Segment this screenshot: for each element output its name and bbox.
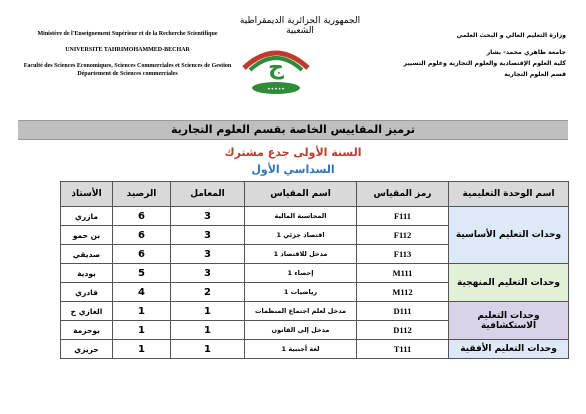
module-cell: اقتصاد جزئي 1	[245, 226, 357, 245]
university-logo-icon	[236, 32, 316, 104]
col-professor: الأستاذ	[61, 182, 113, 207]
col-unit-name: اسم الوحدة التعليمية	[449, 182, 569, 207]
svg-text:•••••: •••••	[267, 86, 285, 93]
table-row	[61, 340, 569, 359]
unit-name-cell: وحدات التعليم الاستكشافية	[449, 302, 569, 340]
svg-text:ج: ج	[268, 55, 284, 80]
year-title: السنة الأولى جدع مشترك	[224, 146, 362, 159]
coef-cell: 3	[171, 245, 245, 264]
col-coefficient: المعامل	[171, 182, 245, 207]
coef-cell: 1	[171, 340, 245, 359]
department-fr: Département de Sciences commerciales	[77, 71, 178, 77]
faculty-fr: Faculté des Sciences Economiques, Sciences Commerciales et Sciences de Gestion	[23, 63, 232, 69]
credit-cell: 6	[113, 226, 171, 245]
credit-cell: 1	[113, 340, 171, 359]
module-cell: لغة أجنبية 1	[245, 340, 357, 359]
university-ar: جامعة طاهري محمد- بشار	[486, 49, 566, 56]
module-cell: رياضيات 1	[245, 283, 357, 302]
unit-name-cell: وحدات التعليم الأساسية	[449, 207, 569, 264]
module-cell: مدخل إلى القانون	[245, 321, 357, 340]
code-cell: D112	[357, 321, 449, 340]
col-module: اسم المقياس	[245, 182, 357, 207]
col-code: رمز المقياس	[357, 182, 449, 207]
module-cell: مدخل لعلم اجتماع المنظمات	[245, 302, 357, 321]
prof-cell: حريزي	[61, 340, 113, 359]
col-credit: الرصيد	[113, 182, 171, 207]
republic-title: الجمهورية الجزائرية الديمقراطية الشعبية	[239, 16, 361, 36]
credit-cell: 6	[113, 245, 171, 264]
semester-title: السداسي الأول	[251, 163, 335, 176]
module-cell: إحصاء 1	[245, 264, 357, 283]
code-cell: F112	[357, 226, 449, 245]
prof-cell: مازري	[61, 207, 113, 226]
credit-cell: 6	[113, 207, 171, 226]
university-fr: UNIVERSITE TAHRIMOHAMMED-BECHAR	[65, 47, 190, 53]
table-row	[61, 302, 569, 321]
prof-cell: قادري	[61, 283, 113, 302]
prof-cell: بن حمو	[61, 226, 113, 245]
coef-cell: 3	[171, 264, 245, 283]
ministry-ar: وزارة التعليم العالي و البحث العلمي	[456, 32, 566, 39]
credit-cell: 5	[113, 264, 171, 283]
coef-cell: 3	[171, 207, 245, 226]
coef-cell: 1	[171, 321, 245, 340]
unit-name-cell: وحدات التعليم المنهجية	[449, 264, 569, 302]
ministry-fr: Ministère de l'Enseignement Supérieur et de la Recherche Scientifique	[37, 31, 218, 37]
prof-cell: صديقي	[61, 245, 113, 264]
header-left-french	[20, 30, 235, 78]
header-right-arabic	[361, 30, 566, 80]
code-cell: T111	[357, 340, 449, 359]
code-cell: M111	[357, 264, 449, 283]
module-cell: مدخل للاقتصاد 1	[245, 245, 357, 264]
faculty-ar: كلية العلوم الإقتصادية والعلوم التجارية وعلوم التسيير	[403, 60, 566, 67]
credit-cell: 1	[113, 302, 171, 321]
coef-cell: 1	[171, 302, 245, 321]
unit-name-cell: وحدات التعليم الأفقية	[449, 340, 569, 359]
module-cell: المحاسبة المالية	[245, 207, 357, 226]
table-row	[61, 264, 569, 283]
prof-cell: بوحزمة	[61, 321, 113, 340]
prof-cell: بودية	[61, 264, 113, 283]
modules-table	[60, 181, 569, 359]
code-cell: D111	[357, 302, 449, 321]
page-banner: ترميز المقاييس الخاصة بقسم العلوم التجارية	[18, 120, 568, 140]
table-row	[61, 207, 569, 226]
credit-cell: 1	[113, 321, 171, 340]
prof-cell: الغازي خ	[61, 302, 113, 321]
table-header-row	[61, 182, 569, 207]
department-ar: قسم العلوم التجارية	[504, 71, 566, 78]
code-cell: M112	[357, 283, 449, 302]
code-cell: F111	[357, 207, 449, 226]
coef-cell: 2	[171, 283, 245, 302]
code-cell: F113	[357, 245, 449, 264]
coef-cell: 3	[171, 226, 245, 245]
credit-cell: 4	[113, 283, 171, 302]
